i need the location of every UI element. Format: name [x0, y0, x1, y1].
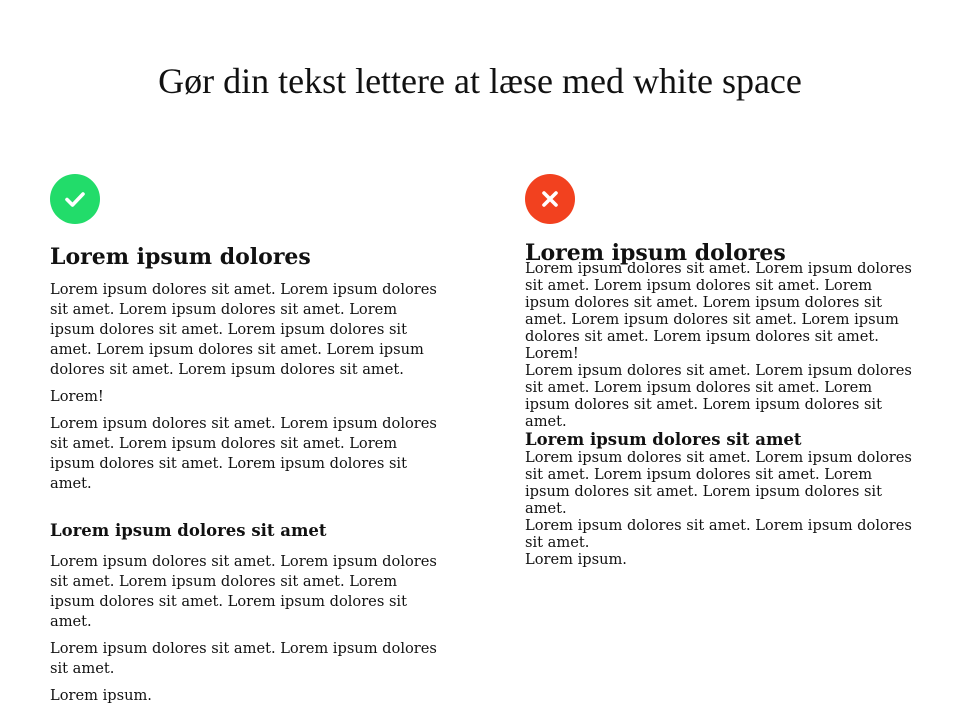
bad-paragraph: Lorem ipsum dolores sit amet. Lorem ipsum dolores sit amet. Lorem ipsum dolores sit amet. Lorem ipsum dolores sit amet. Lorem ipsum dolores sit amet. Lorem ipsum dolores sit amet. Lorem ipsum dolores sit amet. Lorem ipsum dolores sit amet. — [525, 260, 912, 345]
bad-paragraph: Lorem! — [525, 345, 579, 362]
good-paragraph: Lorem ipsum. — [50, 687, 152, 704]
cross-icon — [525, 174, 575, 224]
good-example-column — [50, 174, 440, 706]
good-paragraph: Lorem ipsum dolores sit amet. Lorem ipsum dolores sit amet. Lorem ipsum dolores sit amet. Lorem ipsum dolores sit amet. Lorem ipsum dolores sit amet. Lorem ipsum dolores sit amet. Lorem ipsum dolores sit amet. Lorem ipsum dolores sit amet. — [50, 281, 437, 378]
bad-heading: Lorem ipsum dolores — [525, 240, 786, 266]
good-paragraph: Lorem! — [50, 388, 104, 405]
checkmark-icon — [50, 174, 100, 224]
good-paragraph: Lorem ipsum dolores sit amet. Lorem ipsum dolores sit amet. — [50, 640, 437, 677]
page-title: Gør din tekst lettere at læse med white space — [158, 61, 802, 101]
bad-paragraph: Lorem ipsum. — [525, 551, 627, 568]
bad-paragraph: Lorem ipsum dolores sit amet. Lorem ipsum dolores sit amet. — [525, 517, 912, 551]
bad-example-column — [525, 174, 915, 568]
bad-paragraph: Lorem ipsum dolores sit amet. Lorem ipsum dolores sit amet. Lorem ipsum dolores sit amet. Lorem ipsum dolores sit amet. Lorem ipsum dolores sit amet. — [525, 362, 912, 430]
good-heading: Lorem ipsum dolores — [50, 244, 311, 270]
bad-paragraph: Lorem ipsum dolores sit amet. Lorem ipsum dolores sit amet. Lorem ipsum dolores sit amet. Lorem ipsum dolores sit amet. Lorem ipsum dolores sit amet. — [525, 449, 912, 517]
bad-subheading: Lorem ipsum dolores sit amet — [525, 430, 802, 449]
good-subheading: Lorem ipsum dolores sit amet — [50, 521, 327, 540]
good-paragraph: Lorem ipsum dolores sit amet. Lorem ipsum dolores sit amet. Lorem ipsum dolores sit amet. Lorem ipsum dolores sit amet. Lorem ipsum dolores sit amet. — [50, 415, 437, 492]
good-paragraph: Lorem ipsum dolores sit amet. Lorem ipsum dolores sit amet. Lorem ipsum dolores sit amet. Lorem ipsum dolores sit amet. Lorem ipsum dolores sit amet. — [50, 553, 437, 630]
